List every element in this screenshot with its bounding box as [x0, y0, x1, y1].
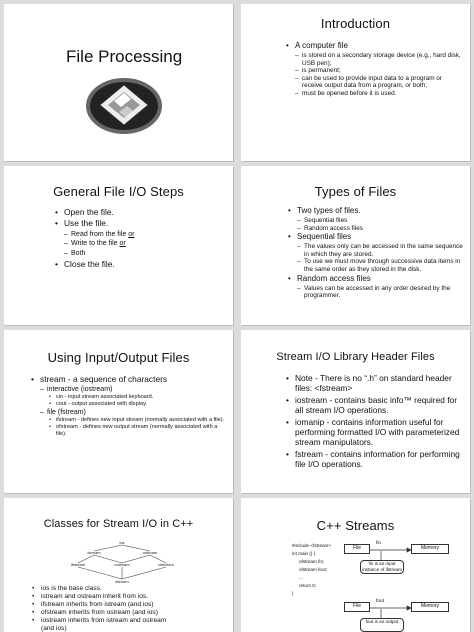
note-callout: fin is an input instance of ifstream — [360, 560, 404, 574]
slide-file-processing — [4, 4, 233, 161]
bullet: • istream and ostream inherit from ios. — [32, 593, 227, 601]
slide-stream-io-header-files — [241, 330, 470, 493]
bullet: • A computer file — [286, 41, 464, 51]
slide-title: Types of Files — [314, 184, 397, 199]
bullet: • Open the file. — [55, 207, 227, 217]
slide-cpp-streams — [241, 498, 470, 632]
bullet: • fstream - contains information for performing file I/O operations. — [286, 449, 462, 470]
file-box: File — [344, 544, 370, 554]
class-label: ifstream — [70, 562, 86, 567]
sub-bullet: – Write to the file or — [64, 239, 227, 249]
bullet: • iostream - contains basic info™ required for all stream I/O operations. — [286, 395, 462, 416]
bullet: • Random access files — [288, 274, 464, 284]
sub-bullet: – must be opened before it is used. — [295, 90, 464, 98]
sub-bullet: – is stored on a secondary storage device (e.g., hard disk, USB pen); — [295, 52, 464, 67]
slide-title: File Processing — [66, 47, 183, 66]
sub-bullet: – can be used to provide input data to a program or receive output data from a program, or both; — [295, 75, 464, 90]
sub-sub-bullet: • ofstream - defines new output stream (normally associated with a file). — [49, 424, 227, 438]
bullet: • iostream inherits from istream and ostream — [32, 617, 227, 625]
slide-title: Using Input/Output Files — [47, 350, 190, 365]
bullet: • Sequential files — [288, 232, 464, 242]
sub-bullet: – is permanent; — [295, 67, 464, 75]
slide-introduction — [241, 4, 470, 161]
bullet: • stream - a sequence of characters — [31, 374, 227, 384]
sub-bullet: – The values only can be accessed in the same sequence in which they are stored. — [297, 243, 464, 258]
slide-types-of-files — [241, 166, 470, 325]
floppy-disk-icon — [84, 75, 164, 137]
class-label: iostream — [114, 562, 130, 567]
code-snippet: #include <fstream> int main () { ofstream fin; ofstream fout; ... return 0; } — [292, 543, 332, 596]
slide-general-file-io-steps — [4, 166, 233, 325]
sub-sub-bullet: • cout - output associated with display. — [49, 401, 227, 408]
stream-label: fin — [376, 541, 382, 546]
slide-title: Introduction — [320, 16, 391, 31]
bullet: • iomanip - contains information useful for performing formatted I/O with parameterized stream manipulators. — [286, 417, 462, 448]
class-hierarchy-diagram — [62, 539, 182, 589]
class-label: istream — [87, 550, 101, 555]
bullet: • Use the file. — [55, 218, 227, 228]
class-label: fstream — [115, 579, 129, 584]
sub-bullet: – Sequential files — [297, 217, 464, 225]
sub-bullet: – Values can be accessed in any order desired by the programmer. — [297, 285, 464, 300]
slide-classes-for-stream-io — [4, 498, 233, 632]
bullet: • Two types of files. — [288, 206, 464, 216]
bullet: • Close the file. — [55, 259, 227, 269]
memory-box: Memory — [411, 544, 449, 554]
sub-sub-bullet: • ifstream - defines new input stream (normally associated with a file). — [49, 417, 227, 424]
sub-bullet: – file (fstream) — [40, 408, 227, 417]
class-label: ostream — [142, 550, 158, 555]
sub-sub-bullet: • cin - input stream associated keyboard. — [49, 394, 227, 401]
bullet: • Note - There is no “.h” on standard header files: <fstream> — [286, 373, 462, 394]
slide-title: C++ Streams — [316, 518, 395, 533]
note-callout: fout is an output — [360, 618, 404, 632]
bullet: • ios is the base class. — [32, 585, 227, 593]
slide-title: Stream I/O Library Header Files — [276, 351, 435, 363]
slide-using-io-files — [4, 330, 233, 493]
bullet-continuation: (and ios) — [41, 625, 67, 632]
sub-bullet: – Random access files — [297, 225, 464, 233]
sub-bullet: – To use we must move through successive data items in the same order as they stored in the disk. — [297, 258, 464, 273]
bullet: • ofstream inherits from ostream (and ios) — [32, 609, 227, 617]
sub-bullet: – Read from the file or — [64, 230, 227, 240]
stream-label: fout — [376, 599, 385, 604]
bullet: • ifstream inherits from istream (and ios) — [32, 601, 227, 609]
slide-title: General File I/O Steps — [53, 184, 184, 199]
class-label: ofstream — [158, 562, 174, 567]
memory-box: Memory — [411, 602, 449, 612]
slide-title: Classes for Stream I/O in C++ — [43, 518, 194, 530]
sub-bullet: – interactive (iostream) — [40, 385, 227, 394]
class-label: ios — [119, 540, 125, 545]
sub-bullet: – Both — [64, 249, 227, 259]
file-box: File — [344, 602, 370, 612]
